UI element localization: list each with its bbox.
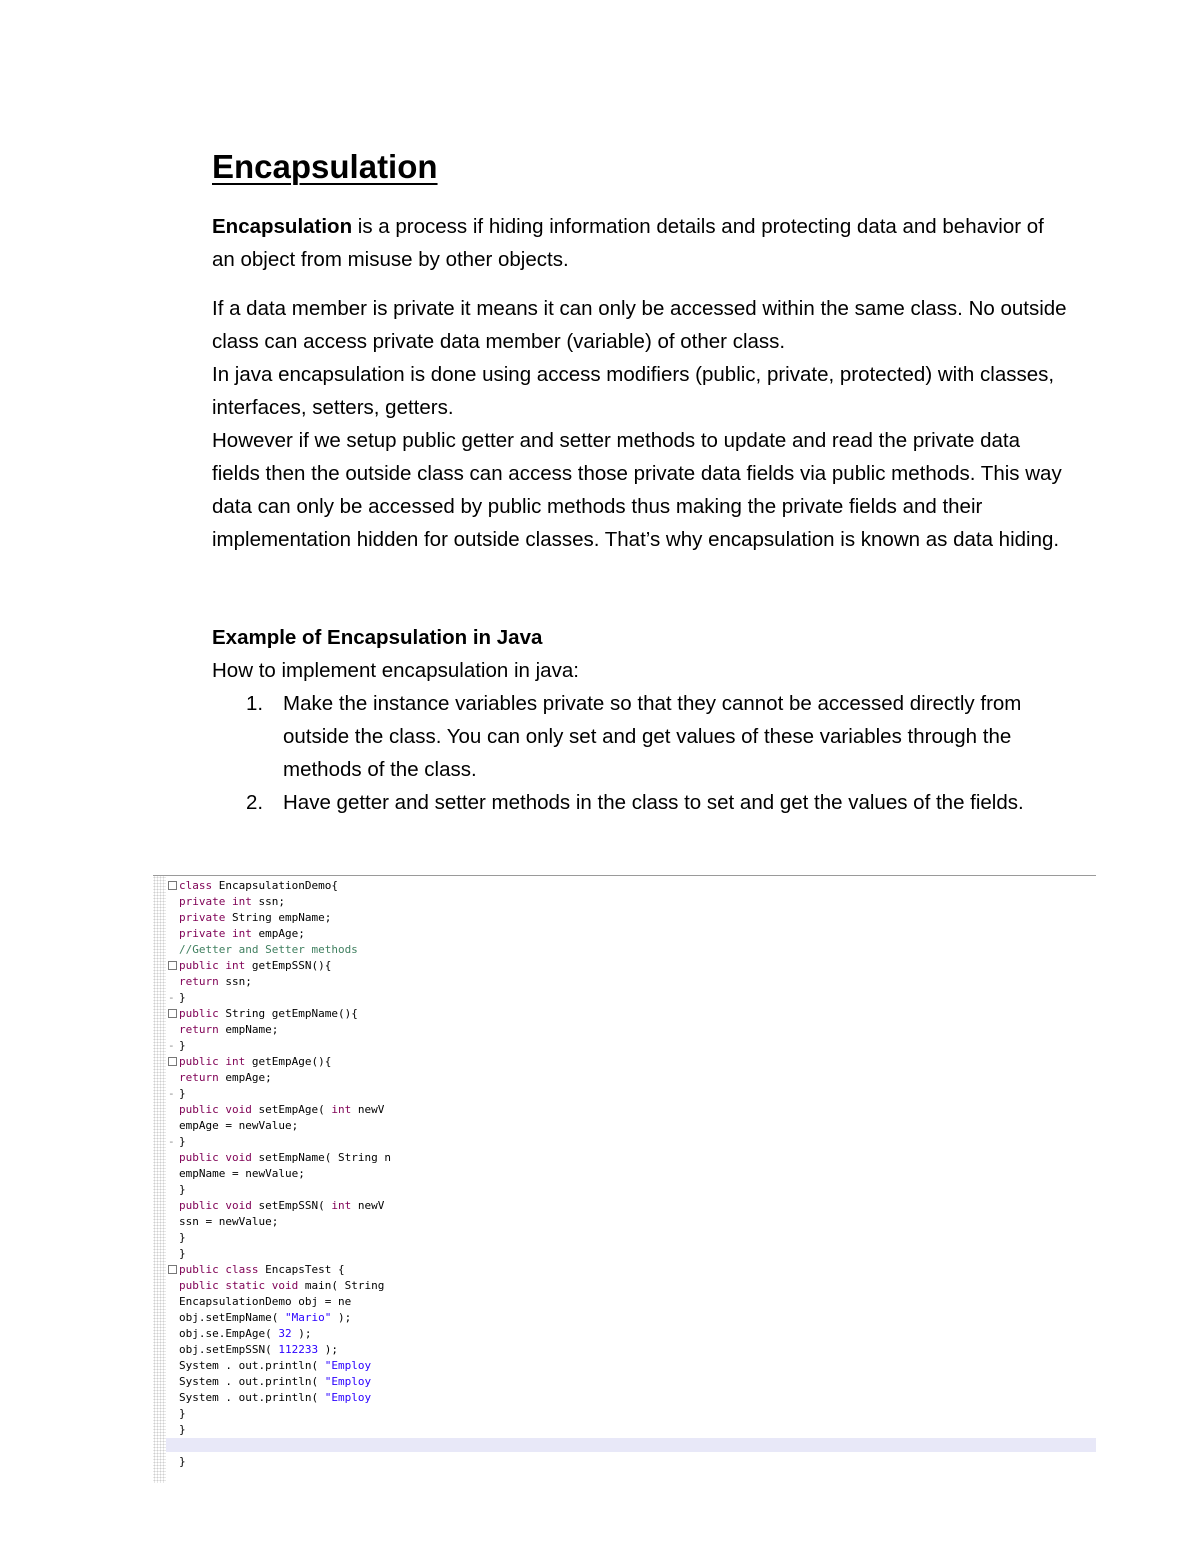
fold-guide-icon: [168, 1070, 179, 1086]
code-line: [168, 1006, 391, 1022]
code-line-text: public class EncapsTest {: [179, 1263, 345, 1276]
code-line: [168, 894, 391, 910]
intro-paragraph: [212, 210, 1072, 276]
code-line: [168, 1294, 391, 1310]
code-line: [168, 1086, 391, 1102]
fold-guide-icon: [168, 1102, 179, 1118]
code-line-text: public void setEmpName( String n: [179, 1151, 391, 1164]
paragraph-access-modifiers: In java encapsulation is done using access modifiers (public, private, protected) with classes, interfaces, setters, getters.: [212, 363, 1055, 419]
fold-guide-icon: [168, 1022, 179, 1038]
list-item: [212, 687, 1072, 786]
fold-guide-icon: [168, 1438, 179, 1454]
code-top-border: [153, 875, 1096, 876]
code-line: [168, 1262, 391, 1278]
fold-guide-icon: [168, 1358, 179, 1374]
example-heading: Example of Encapsulation in Java: [212, 626, 543, 649]
code-line-text: obj.se.EmpAge( 32 );: [179, 1327, 312, 1340]
list-item-number: 2.: [246, 791, 264, 814]
code-line-text: //Getter and Setter methods: [179, 943, 358, 956]
code-line: [168, 942, 391, 958]
code-line-text: }: [179, 1247, 186, 1260]
code-line-text: public static void main( String: [179, 1279, 385, 1292]
code-line-text: }: [179, 1455, 186, 1468]
fold-guide-icon: [168, 1390, 179, 1406]
code-line-text: public int getEmpAge(){: [179, 1055, 332, 1068]
fold-guide-icon: [168, 1342, 179, 1358]
fold-guide-icon: -: [168, 1135, 175, 1148]
code-line: [168, 1310, 391, 1326]
code-line-text: System . out.println( "Employ: [179, 1391, 372, 1404]
fold-guide-icon: -: [168, 1087, 175, 1100]
code-line: [168, 1438, 391, 1454]
code-line-text: }: [179, 1423, 186, 1436]
code-line: [168, 1102, 391, 1118]
code-line-text: }: [179, 991, 186, 1004]
fold-toggle-icon[interactable]: [168, 1009, 177, 1018]
code-line-text: empAge = newValue;: [179, 1119, 299, 1132]
code-line-text: System . out.println( "Employ: [179, 1359, 372, 1372]
code-line-text: public void setEmpSSN( int newV: [179, 1199, 385, 1212]
code-line-text: return empAge;: [179, 1071, 272, 1084]
fold-guide-icon: [168, 1374, 179, 1390]
howto-text: How to implement encapsulation in java:: [212, 659, 579, 682]
code-line: [168, 1022, 391, 1038]
code-line: [168, 910, 391, 926]
fold-toggle-icon[interactable]: [168, 1057, 177, 1066]
code-line: [168, 926, 391, 942]
fold-guide-icon: [168, 926, 179, 942]
code-line: [168, 1406, 391, 1422]
code-line: [168, 1038, 391, 1054]
fold-guide-icon: -: [168, 991, 175, 1004]
fold-guide-icon: [168, 942, 179, 958]
fold-guide-icon: [168, 1182, 179, 1198]
fold-guide-icon: [168, 1214, 179, 1230]
description-block: [212, 292, 1072, 556]
code-line: [168, 1198, 391, 1214]
code-line-text: return empName;: [179, 1023, 279, 1036]
list-item-text: Have getter and setter methods in the class to set and get the values of the fields.: [283, 791, 1024, 814]
code-line-text: class EncapsulationDemo{: [179, 879, 338, 892]
code-line: [168, 958, 391, 974]
code-line-text: }: [179, 1087, 186, 1100]
paragraph-private-member: If a data member is private it means it can only be accessed within the same class. No outside class can access private data member (variable) of other class.: [212, 297, 1067, 353]
code-line-text: }: [179, 1135, 186, 1148]
fold-guide-icon: [168, 910, 179, 926]
code-line: [168, 1342, 391, 1358]
list-item: [212, 786, 1072, 819]
fold-toggle-icon[interactable]: [168, 1265, 177, 1274]
fold-guide-icon: [168, 974, 179, 990]
code-line: [168, 1166, 391, 1182]
code-line: [168, 1390, 391, 1406]
code-listing: [168, 878, 391, 1470]
fold-guide-icon: [168, 1230, 179, 1246]
fold-guide-icon: -: [168, 1039, 175, 1052]
code-line: [168, 1150, 391, 1166]
fold-guide-icon: [168, 1166, 179, 1182]
fold-guide-icon: [168, 1150, 179, 1166]
steps-list: [212, 687, 1072, 819]
fold-guide-icon: [168, 1294, 179, 1310]
code-screenshot: [153, 875, 1096, 1483]
intro-rest: is a process if hiding information details and protecting data and behavior of an object from misuse by other objects.: [212, 215, 1044, 271]
code-line: [168, 1278, 391, 1294]
fold-guide-icon: [168, 1118, 179, 1134]
code-line: [168, 1246, 391, 1262]
code-gutter: [153, 876, 166, 1483]
code-line: [168, 1134, 391, 1150]
code-line-text: private int empAge;: [179, 927, 305, 940]
paragraph-getter-setter: However if we setup public getter and setter methods to update and read the private data fields then the outside class can access those private data fields via public methods. This way data can only be accessed by public methods thus making the private fields and their implementation hidden for outside classes. That’s why encapsulation is known as data hiding.: [212, 429, 1062, 551]
code-line: [168, 1422, 391, 1438]
fold-toggle-icon[interactable]: [168, 961, 177, 970]
fold-guide-icon: [168, 1198, 179, 1214]
fold-guide-icon: [168, 1454, 179, 1470]
code-line: [168, 1054, 391, 1070]
page-title: Encapsulation: [212, 148, 438, 185]
code-line: [168, 1182, 391, 1198]
code-line: [168, 1214, 391, 1230]
code-line: [168, 878, 391, 894]
code-line: [168, 1118, 391, 1134]
list-item-number: 1.: [246, 692, 264, 715]
code-line-text: }: [179, 1183, 186, 1196]
list-item-text: Make the instance variables private so that they cannot be accessed directly from outside the class. You can only set and get values of these variables through the methods of the class.: [283, 692, 1022, 781]
fold-guide-icon: [168, 1326, 179, 1342]
code-line-text: return ssn;: [179, 975, 252, 988]
code-line-text: }: [179, 1039, 186, 1052]
code-line-text: private int ssn;: [179, 895, 285, 908]
code-line: [168, 1070, 391, 1086]
code-line-text: obj.setEmpName( "Mario" );: [179, 1311, 352, 1324]
code-line-text: }: [179, 1231, 186, 1244]
code-line: [168, 1230, 391, 1246]
fold-guide-icon: [168, 1422, 179, 1438]
code-line: [168, 1454, 391, 1470]
fold-guide-icon: [168, 1278, 179, 1294]
fold-guide-icon: [168, 1406, 179, 1422]
fold-guide-icon: [168, 894, 179, 910]
code-line-text: }: [179, 1407, 186, 1420]
code-line: [168, 974, 391, 990]
fold-guide-icon: [168, 1246, 179, 1262]
code-line-text: public String getEmpName(){: [179, 1007, 358, 1020]
fold-toggle-icon[interactable]: [168, 881, 177, 890]
code-line: [168, 1326, 391, 1342]
code-line-text: ssn = newValue;: [179, 1215, 279, 1228]
code-line: [168, 1374, 391, 1390]
fold-guide-icon: [168, 1310, 179, 1326]
code-line: [168, 990, 391, 1006]
intro-bold-term: Encapsulation: [212, 215, 353, 238]
code-line: [168, 1358, 391, 1374]
code-line-text: EncapsulationDemo obj = ne: [179, 1295, 352, 1308]
code-line-text: obj.setEmpSSN( 112233 );: [179, 1343, 338, 1356]
code-line-text: public int getEmpSSN(){: [179, 959, 332, 972]
code-line-text: private String empName;: [179, 911, 332, 924]
code-line-text: System . out.println( "Employ: [179, 1375, 372, 1388]
code-line-text: empName = newValue;: [179, 1167, 305, 1180]
code-line-text: public void setEmpAge( int newV: [179, 1103, 385, 1116]
